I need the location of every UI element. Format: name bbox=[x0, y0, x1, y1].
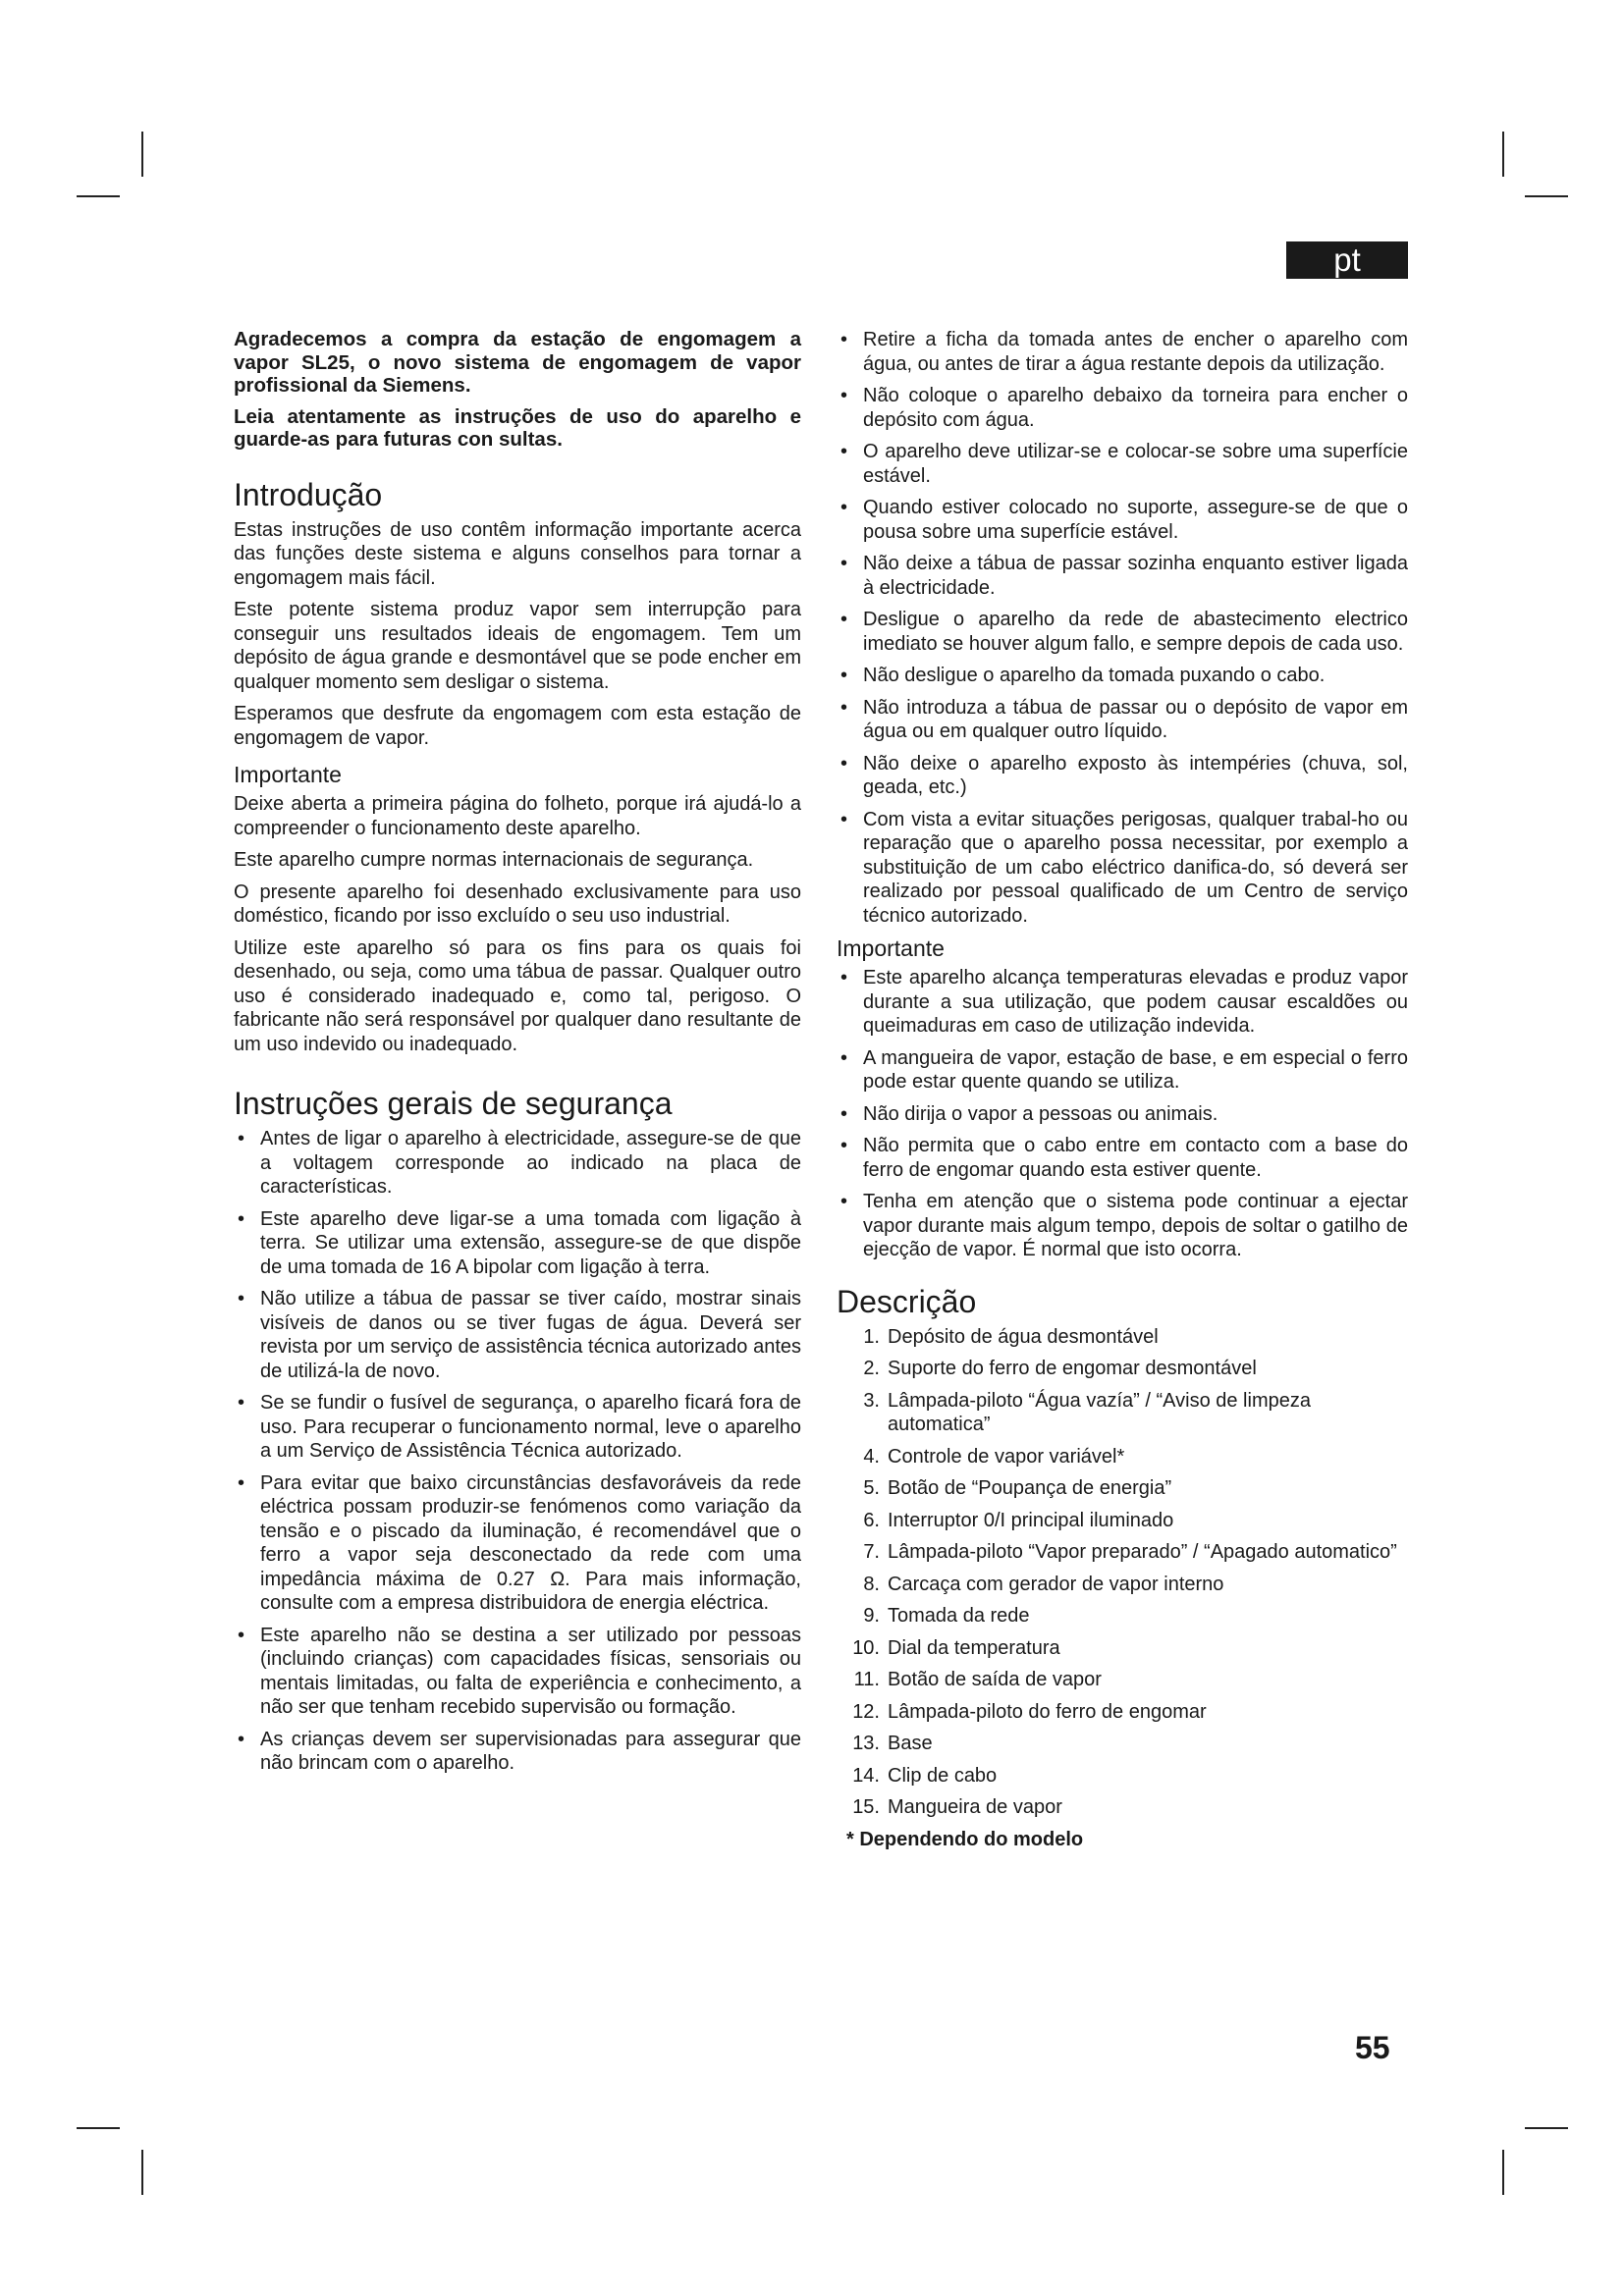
paragraph: Este potente sistema produz vapor sem interrupção para conseguir uns resultados ideais de engomagem. Tem um depósito de água grande e desmontável que se pode encher em qualquer momento sem desligar o sistema. bbox=[234, 599, 801, 693]
list-item: • Retire a ficha da tomada antes de encher o aparelho com água, ou antes de tirar a água restante depois da utilização. bbox=[837, 328, 1408, 376]
item-text: Interruptor 0/I principal iluminado bbox=[888, 1509, 1174, 1531]
list-item: • Este aparelho deve ligar-se a uma tomada com ligação à terra. Se utilizar uma extensão, assegure-se de que dispõe de uma tomada de 16 A bipolar com ligação à terra. bbox=[234, 1207, 801, 1280]
item-text: Depósito de água desmontável bbox=[888, 1325, 1159, 1348]
list-item: • Para evitar que baixo circunstâncias desfavoráveis da rede eléctrica possam produzir-se fenómenos como variação da tensão e o piscado da iluminação, é recomendável que o ferro a vapor seja desconectado da rede com uma impedância máxima de 0.27 Ω. Para mais informação, consulte com a empresa distribuidora de energia eléctrica. bbox=[234, 1471, 801, 1616]
list-item: • Este aparelho não se destina a ser utilizado por pessoas (incluindo crianças) com capacidades físicas, sensoriais ou mentais limitadas, ou falta de experiência e conhecimento, a não ser que tenham recebido supervisão ou formação. bbox=[234, 1624, 801, 1720]
safety-list bbox=[234, 1127, 801, 1776]
list-item: • Se se fundir o fusível de segurança, o aparelho ficará fora de uso. Para recuperar o funcionamento normal, leve o aparelho a um Serviço de Assistência Técnica autorizado. bbox=[234, 1391, 801, 1464]
paragraph: Este aparelho cumpre normas internacionais de segurança. bbox=[234, 849, 754, 871]
language-badge: pt bbox=[1286, 241, 1408, 279]
list-item: • Não dirija o vapor a pessoas ou animais. bbox=[837, 1102, 1408, 1127]
list-item: • Não deixe o aparelho exposto às intempéries (chuva, sol, geada, etc.) bbox=[837, 752, 1408, 800]
item-text: Clip de cabo bbox=[888, 1764, 998, 1787]
safety-list-continued bbox=[837, 328, 1408, 928]
list-item: • Não desligue o aparelho da tomada puxando o cabo. bbox=[837, 664, 1408, 688]
item-number: 6. bbox=[863, 1509, 880, 1531]
section-title-introducao: Introdução bbox=[234, 476, 383, 512]
list-item bbox=[837, 1445, 1408, 1469]
paragraph: Estas instruções de uso contêm informação importante acerca das funções deste sistema e alguns conselhos para tornar a engomagem mais fácil. bbox=[234, 518, 801, 589]
item-text: Suporte do ferro de engomar desmontável bbox=[888, 1358, 1257, 1379]
list-item: • Com vista a evitar situações perigosas, qualquer trabal-ho ou reparação que o aparelho possa necessitar, por exemplo a substituição de um cabo eléctrico danifica-do, só deverá ser realizado por pessoal qualificado de um Centro de serviço técnico autorizado. bbox=[837, 808, 1408, 929]
list-item bbox=[837, 1732, 1408, 1756]
footnote: * Dependendo do modelo bbox=[846, 1828, 1084, 1850]
warning-list bbox=[837, 966, 1408, 1262]
list-item bbox=[837, 1764, 1408, 1789]
list-item bbox=[837, 1509, 1408, 1533]
crop-mark bbox=[141, 2150, 143, 2195]
list-item: • Não permita que o cabo entre em contacto com a base do ferro de engomar quando esta estiver quente. bbox=[837, 1134, 1408, 1182]
item-text: Controle de vapor variável* bbox=[888, 1445, 1125, 1468]
paragraph: Utilize este aparelho só para os fins para os quais foi desenhado, ou seja, como uma tábua de passar. Qualquer outro uso é considerado inadequado e, como tal, perigoso. O fabricante não será responsável por qualquer dano resultante de um uso indevido ou inadequado. bbox=[234, 936, 801, 1055]
page-number: 55 bbox=[1355, 2030, 1390, 2065]
paragraph: O presente aparelho foi desenhado exclusivamente para uso doméstico, ficando por isso excluído o seu uso industrial. bbox=[234, 881, 801, 927]
item-text: Dial da temperatura bbox=[888, 1636, 1060, 1659]
crop-mark bbox=[1525, 2127, 1568, 2129]
crop-mark bbox=[1502, 2150, 1504, 2195]
subsection-title-importante: Importante bbox=[837, 935, 945, 961]
item-text: Botão de saída de vapor bbox=[888, 1669, 1102, 1690]
list-item: • Não coloque o aparelho debaixo da torneira para encher o depósito com água. bbox=[837, 384, 1408, 432]
crop-mark bbox=[77, 2127, 120, 2129]
list-item bbox=[837, 1389, 1408, 1437]
item-number: 9. bbox=[863, 1605, 880, 1627]
crop-mark bbox=[77, 195, 120, 197]
paragraph: Esperamos que desfrute da engomagem com esta estação de engomagem de vapor. bbox=[234, 703, 801, 749]
list-item bbox=[837, 1573, 1408, 1597]
item-text: Lâmpada-piloto do ferro de engomar bbox=[888, 1700, 1207, 1723]
section-title-descricao: Descrição bbox=[837, 1283, 977, 1319]
item-number: 7. bbox=[863, 1541, 880, 1563]
list-item bbox=[837, 1604, 1408, 1629]
item-number: 5. bbox=[863, 1477, 880, 1499]
item-number: 1. bbox=[863, 1325, 880, 1348]
crop-mark bbox=[1525, 195, 1568, 197]
left-column bbox=[234, 328, 801, 1784]
list-item bbox=[837, 1700, 1408, 1725]
subsection-title-importante: Importante bbox=[234, 762, 342, 787]
list-item: • Desligue o aparelho da rede de abastecimento electrico imediato se houver algum fallo, e sempre depois de cada uso. bbox=[837, 608, 1408, 656]
item-text: Carcaça com gerador de vapor interno bbox=[888, 1573, 1224, 1595]
list-item: • Antes de ligar o aparelho à electricidade, assegure-se de que a voltagem corresponde ao indicado na placa de características. bbox=[234, 1127, 801, 1200]
right-column bbox=[837, 328, 1408, 1851]
parts-list bbox=[837, 1325, 1408, 1820]
intro-bold-text: Leia atentamente as instruções de uso do aparelho e guarde-as para futuras con sultas. bbox=[234, 404, 801, 451]
item-text: Lâmpada-piloto “Vapor preparado” / “Apagado automatico” bbox=[888, 1541, 1397, 1563]
list-item bbox=[837, 1636, 1408, 1661]
item-text: Base bbox=[888, 1733, 933, 1754]
item-number: 10. bbox=[852, 1636, 880, 1659]
item-text: Tomada da rede bbox=[888, 1605, 1030, 1627]
item-text: Lâmpada-piloto “Água vazía” / “Aviso de limpeza automatica” bbox=[888, 1389, 1311, 1435]
item-number: 12. bbox=[852, 1700, 880, 1723]
item-number: 2. bbox=[863, 1358, 880, 1379]
list-item: • A mangueira de vapor, estação de base, e em especial o ferro pode estar quente quando se utiliza. bbox=[837, 1046, 1408, 1095]
list-item: • O aparelho deve utilizar-se e colocar-se sobre uma superfície estável. bbox=[837, 440, 1408, 488]
item-number: 15. bbox=[852, 1796, 880, 1818]
item-number: 13. bbox=[852, 1733, 880, 1754]
list-item bbox=[837, 1357, 1408, 1381]
crop-mark bbox=[1502, 132, 1504, 177]
list-item: • Tenha em atenção que o sistema pode continuar a ejectar vapor durante mais algum tempo, depois de soltar o gatilho de ejecção de vapor. É normal que isto ocorra. bbox=[837, 1190, 1408, 1262]
list-item: • Não utilize a tábua de passar se tiver caído, mostrar sinais visíveis de danos ou se tiver fugas de água. Deverá ser revista por um serviço de assistência técnica autorizado antes de utilizá-la de novo. bbox=[234, 1287, 801, 1383]
item-number: 3. bbox=[863, 1389, 880, 1412]
item-number: 14. bbox=[852, 1764, 880, 1787]
list-item: • Este aparelho alcança temperaturas elevadas e produz vapor durante a sua utilização, que podem causar escaldões ou queimaduras em caso de utilização indevida. bbox=[837, 966, 1408, 1039]
list-item: • Não deixe a tábua de passar sozinha enquanto estiver ligada à electricidade. bbox=[837, 552, 1408, 600]
item-text: Mangueira de vapor bbox=[888, 1796, 1062, 1818]
item-number: 11. bbox=[853, 1669, 880, 1690]
list-item bbox=[837, 1795, 1408, 1820]
section-title-seguranca: Instruções gerais de segurança bbox=[234, 1086, 673, 1121]
item-number: 4. bbox=[863, 1445, 880, 1468]
intro-bold-text: Agradecemos a compra da estação de engomagem a vapor SL25, o novo sistema de engomagem de vapor profissional da Siemens. bbox=[234, 328, 801, 397]
list-item bbox=[837, 1476, 1408, 1501]
crop-mark bbox=[141, 132, 143, 177]
item-number: 8. bbox=[863, 1573, 880, 1595]
list-item bbox=[837, 1540, 1408, 1565]
item-text: Botão de “Poupança de energia” bbox=[888, 1477, 1172, 1499]
list-item: • Não introduza a tábua de passar ou o depósito de vapor em água ou em qualquer outro líquido. bbox=[837, 696, 1408, 744]
list-item: • Quando estiver colocado no suporte, assegure-se de que o pousa sobre uma superfície estável. bbox=[837, 496, 1408, 544]
list-item bbox=[837, 1325, 1408, 1350]
paragraph: Deixe aberta a primeira página do folheto, porque irá ajudá-lo a compreender o funcionamento deste aparelho. bbox=[234, 793, 801, 839]
list-item bbox=[837, 1668, 1408, 1692]
list-item: • As crianças devem ser supervisionadas para assegurar que não brincam com o aparelho. bbox=[234, 1728, 801, 1776]
